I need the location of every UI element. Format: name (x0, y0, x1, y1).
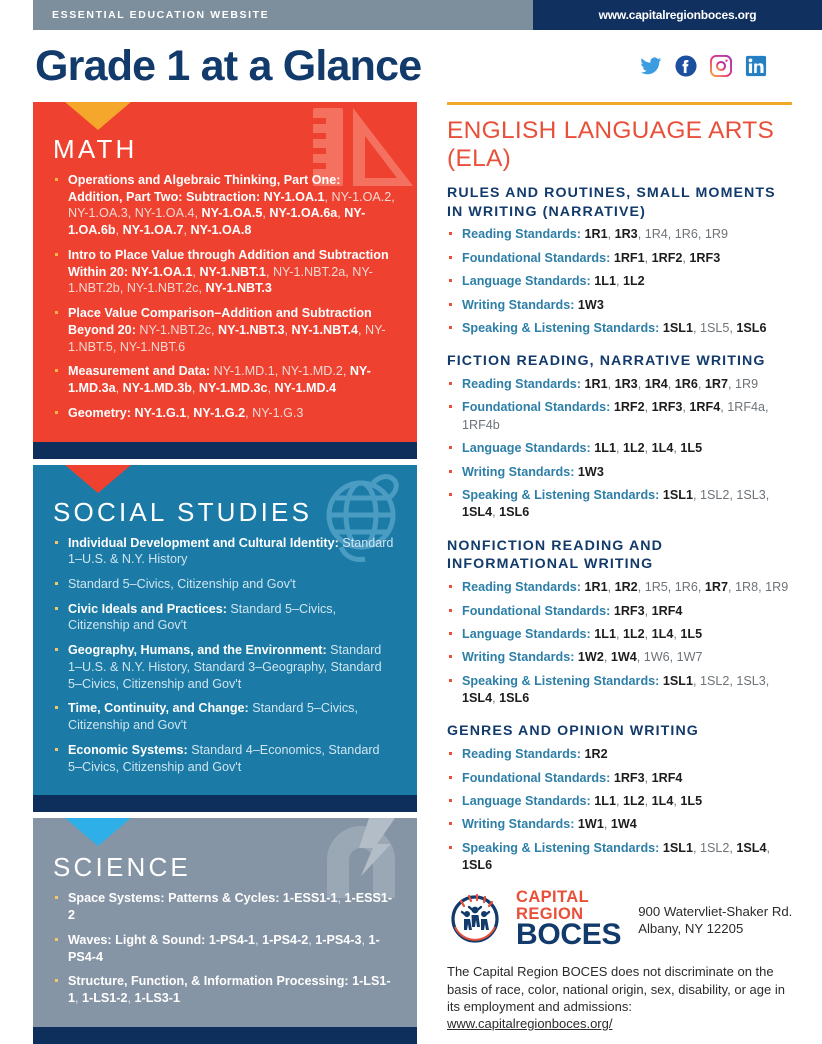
list-item: Language Standards: 1L1, 1L2, 1L4, 1L5 (447, 440, 792, 457)
divider-after-math (33, 442, 417, 459)
standard-code: NY-1.G.2 (193, 405, 246, 420)
standard-code: Standard 5–Civics, Citizenship and Gov't (68, 742, 380, 774)
page-title: Grade 1 at a Glance (35, 41, 422, 90)
standard-code: 1RF2 (613, 400, 645, 415)
standard-code: 1-PS4-2 (262, 932, 309, 947)
standard-code: 1L1 (594, 793, 616, 808)
standard-code: 1L2 (622, 441, 645, 456)
standard-code: 1SL6 (736, 320, 767, 335)
item-label: Reading Standards: (462, 747, 581, 762)
standard-code: 1R4 (644, 377, 668, 392)
standard-code: 1L2 (622, 793, 645, 808)
standard-code: NY-1.OA.1 (131, 264, 193, 279)
item-label: Geometry: (68, 405, 131, 420)
standard-code: NY-1.NBT.1 (199, 264, 266, 279)
standard-code: Standard 1–U.S. & N.Y. History (68, 643, 382, 674)
list-item (53, 576, 397, 593)
item-label: Foundational Standards: (462, 770, 611, 785)
standard-code: 1L4 (651, 626, 674, 641)
standard-code: NY-1.MD.3b (122, 381, 192, 396)
math-heading: MATH (53, 134, 138, 164)
science-heading: SCIENCE (53, 852, 191, 883)
list-item: Reading Standards: 1R1, 1R2, 1R5, 1R6, 1R7, 1R8, 1R9 (447, 579, 792, 596)
standard-code: 1R2 (614, 580, 638, 595)
ela-section-heading: NONFICTION READING AND INFORMATIONAL WRITING (447, 537, 663, 573)
list-item: Writing Standards: 1W1, 1W4 (447, 816, 792, 833)
standard-code: 1R9 (704, 227, 729, 242)
divider-after-social-studies (33, 795, 417, 812)
ela-section (447, 722, 792, 874)
standard-code: NY-1.NBT.2a (272, 264, 346, 279)
list-item: Language Standards: 1L1, 1L2, 1L4, 1L5 (447, 626, 792, 643)
twitter-icon[interactable] (640, 55, 662, 77)
standard-code: 1SL1 (662, 673, 693, 688)
item-label: Speaking & Listening Standards: (462, 840, 660, 855)
list-item: Reading Standards: 1R1, 1R3, 1R4, 1R6, 1R9 (447, 226, 792, 243)
standard-code: NY-1.NBT.2c (126, 281, 199, 296)
standard-code: Standard 5–Civics, Citizenship and Gov't (68, 601, 337, 633)
item-label: Reading Standards: (462, 377, 581, 392)
social-links (640, 55, 789, 77)
item-label: Space Systems: Patterns & Cycles: (68, 891, 280, 906)
item-label: Speaking & Listening Standards: (462, 487, 660, 502)
standard-code: 1SL4 (462, 505, 493, 520)
item-label: Operations and Algebraic Thinking, Part One: Addition, Part Two: Subtraction: (68, 173, 341, 204)
item-label: Economic Systems: (68, 742, 188, 757)
standard-code: 1R6 (674, 377, 698, 392)
item-label: Measurement and Data: (68, 364, 211, 379)
banner-website-url: www.capitalregionboces.org (598, 8, 757, 22)
item-label: Individual Development and Cultural Identity: (68, 535, 339, 550)
linkedin-icon[interactable] (745, 55, 767, 77)
list-item: Foundational Standards: 1RF1, 1RF2, 1RF3 (447, 250, 792, 267)
standard-code: 1W7 (676, 650, 703, 665)
list-item: Operations and Algebraic Thinking, Part One: Addition, Part Two: Subtraction: NY-1.OA.1, NY-1.OA.2, NY-1.OA.3, NY-1.OA.4, NY-1.OA.5, NY-1.OA.6a, NY-1.OA.6b, NY-1.OA.7, NY-1.OA.8 (53, 172, 397, 239)
right-column (439, 102, 792, 1044)
list-item: Speaking & Listening Standards: 1SL1, 1SL2, 1SL3, 1SL4, 1SL6 (447, 487, 792, 522)
standard-code: 1R7 (704, 580, 729, 595)
left-column (33, 102, 417, 1044)
standard-code: 1L5 (680, 626, 703, 641)
ela-top-rule (447, 102, 792, 105)
ela-section (447, 184, 792, 337)
list-item (447, 464, 792, 481)
ela-standards-list (447, 376, 792, 522)
instagram-icon[interactable] (710, 55, 732, 77)
address (634, 903, 792, 937)
list-item: Speaking & Listening Standards: 1SL1, 1SL2, 1SL4, 1SL6 (447, 840, 792, 875)
banner-right[interactable] (533, 0, 822, 30)
standard-code: NY-1.NBT.4 (291, 322, 359, 337)
ela-section (447, 352, 792, 521)
standard-code: 1R4 (644, 227, 668, 242)
standard-code: NY-1.OA.3 (68, 206, 128, 221)
standard-code: 1RF2 (651, 250, 683, 265)
standard-code: 1SL3 (736, 673, 766, 688)
standard-code: NY-1.MD.1 (213, 364, 275, 379)
standard-code: 1-LS3-1 (134, 991, 181, 1006)
standard-code: 1-ESS1-2 (68, 891, 393, 923)
logo-line-1: CAPITAL REGION (516, 888, 589, 923)
standard-code: 1-PS4-3 (315, 932, 362, 947)
standard-code: NY-1.NBT.2c (139, 322, 212, 337)
standard-code: 1W4 (610, 650, 637, 665)
top-banner (33, 0, 822, 30)
standard-code: 1R8 (735, 580, 759, 595)
standard-code: 1RF3 (651, 400, 683, 415)
standard-code: 1RF1 (613, 250, 645, 265)
list-item: Place Value Comparison–Addition and Subtraction Beyond 20: NY-1.NBT.2c, NY-1.NBT.3, NY-1.NBT.4, NY-1.NBT.5, NY-1.NBT.6 (53, 305, 397, 355)
standard-code: 1RF3 (689, 250, 721, 265)
list-item: Structure, Function, & Information Processing: 1-LS1-1, 1-LS1-2, 1-LS3-1 (53, 973, 397, 1006)
list-item: Language Standards: 1L1, 1L2 (447, 273, 792, 290)
standard-code: 1SL1 (662, 840, 693, 855)
standard-code: NY-1.OA.6a (269, 206, 338, 221)
standard-code: NY-1.OA.2 (331, 189, 392, 204)
standard-code: NY-1.NBT.5 (68, 322, 386, 354)
standard-code: NY-1.G.3 (252, 405, 304, 420)
standard-code: 1L2 (622, 274, 645, 289)
standard-code: 1R7 (704, 377, 729, 392)
standard-code: NY-1.MD.3c (198, 381, 268, 396)
standard-code: 1RF4b (462, 417, 500, 432)
standard-code: 1SL4 (736, 840, 767, 855)
subject-block-science (33, 818, 417, 1026)
item-label: Intro to Place Value through Addition and Subtraction Within 20: (68, 247, 389, 279)
standard-code: 1W1 (577, 817, 604, 832)
standard-code: 1W6 (643, 650, 670, 665)
standard-code: 1R6 (674, 580, 698, 595)
ela-section (447, 537, 792, 708)
standard-code: 1R9 (735, 377, 759, 392)
ela-title: ENGLISH LANGUAGE ARTS (ELA) (447, 117, 775, 172)
disclaimer-link[interactable]: www.capitalregionboces.org/ (447, 1015, 613, 1031)
item-label: Reading Standards: (462, 580, 581, 595)
item-label: Language Standards: (462, 626, 591, 641)
standard-code: NY-1.NBT.2b (68, 264, 373, 296)
standard-code: 1-PS4-1 (208, 932, 256, 947)
item-label: Language Standards: (462, 793, 591, 808)
logo-line-2: BOCES (516, 918, 622, 952)
standard-code: NY-1.OA.4 (134, 206, 195, 221)
item-label: Foundational Standards: (462, 250, 611, 265)
standard-code: 1R3 (614, 227, 638, 242)
list-item (447, 297, 792, 314)
standard-code: NY-1.NBT.3 (205, 281, 272, 296)
standard-code: 1SL6 (499, 505, 530, 520)
ela-section-heading: RULES AND ROUTINES, SMALL MOMENTS IN WRITING (NARRATIVE) (447, 185, 776, 220)
item-label: Waves: Light & Sound: (68, 932, 206, 947)
item-label: Writing Standards: (462, 464, 575, 479)
standard-code: 1SL2 (699, 673, 730, 688)
disclaimer (447, 963, 792, 1032)
ela-standards-list (447, 746, 792, 874)
standard-code: NY-1.OA.5 (201, 206, 263, 221)
standard-code: 1L1 (594, 626, 616, 641)
ela-section-heading: FICTION READING, NARRATIVE WRITING (447, 353, 766, 370)
standard-code: 1SL5 (699, 320, 730, 335)
standard-code: Standard 3–Geography (193, 659, 324, 674)
standard-code: 1W3 (577, 297, 604, 312)
subject-block-math (33, 102, 417, 442)
standard-code: 1-PS4-4 (68, 932, 380, 964)
list-item: Reading Standards: 1R1, 1R3, 1R4, 1R6, 1R7, 1R9 (447, 376, 792, 393)
list-item: Geography, Humans, and the Environment: Standard 1–U.S. & N.Y. History, Standard 3–Geography, Standard 5–Civics, Citizenship and Gov't (53, 642, 397, 692)
standard-code: 1RF3 (613, 603, 645, 618)
standard-code: 1R1 (584, 377, 608, 392)
standard-code: 1R1 (584, 580, 608, 595)
item-label: Place Value Comparison–Addition and Subtraction Beyond 20: (68, 306, 372, 337)
item-label: Geography, Humans, and the Environment: (68, 643, 327, 658)
standard-code: 1L1 (594, 274, 616, 289)
standard-code: 1RF4 (689, 400, 721, 415)
standard-code: 1SL3 (736, 487, 766, 502)
standard-code: NY-1.NBT.6 (119, 339, 186, 354)
list-item: Speaking & Listening Standards: 1SL1, 1SL2, 1SL3, 1SL4, 1SL6 (447, 673, 792, 708)
standard-code: NY-1.OA.6b (68, 206, 366, 238)
math-list (53, 172, 397, 422)
item-label: Time, Continuity, and Change: (68, 701, 249, 716)
standard-code: 1-LS1-1 (68, 974, 391, 1006)
list-item (53, 601, 397, 634)
divider-after-science (33, 1027, 417, 1044)
standard-code: 1SL6 (462, 858, 493, 873)
social-studies-heading: SOCIAL STUDIES (53, 496, 313, 527)
list-item: Geometry: NY-1.G.1, NY-1.G.2, NY-1.G.3 (53, 405, 397, 422)
standard-code: NY-1.OA.1 (263, 189, 325, 204)
standard-code: 1-LS1-2 (82, 991, 128, 1006)
standard-code: 1R5 (644, 580, 668, 595)
main-content (33, 102, 793, 1044)
item-label: Structure, Function, & Information Processing: (68, 974, 349, 989)
standard-code: 1RF4 (651, 603, 683, 618)
facebook-icon[interactable] (675, 55, 697, 77)
standard-code: Standard 5–Civics, Citizenship and Gov't (68, 577, 296, 592)
standard-code: 1L5 (680, 441, 703, 456)
standard-code: 1L2 (622, 626, 645, 641)
standard-code: 1L4 (651, 793, 674, 808)
subject-block-social-studies (33, 465, 417, 796)
item-label: Civic Ideals and Practices: (68, 601, 227, 616)
standard-code: NY-1.G.1 (134, 405, 187, 420)
footer (447, 889, 792, 1032)
standard-code: 1SL6 (499, 691, 530, 706)
boces-logo (447, 889, 792, 950)
list-item: Measurement and Data: NY-1.MD.1, NY-1.MD.2, NY-1.MD.3a, NY-1.MD.3b, NY-1.MD.3c, NY-1.MD.4 (53, 363, 397, 396)
list-item: Economic Systems: Standard 4–Economics, Standard 5–Civics, Citizenship and Gov't (53, 742, 397, 775)
list-item (53, 535, 397, 568)
list-item: Intro to Place Value through Addition and Subtraction Within 20: NY-1.OA.1, NY-1.NBT.1, NY-1.NBT.2a, NY-1.NBT.2b, NY-1.NBT.2c, NY-1.NBT.3 (53, 247, 397, 297)
social-studies-list (53, 535, 397, 776)
item-label: Speaking & Listening Standards: (462, 320, 660, 335)
standard-code: 1W4 (610, 817, 637, 832)
standard-code: 1SL4 (462, 691, 493, 706)
ela-section-heading: GENRES AND OPINION WRITING (447, 723, 699, 740)
standard-code: 1RF4 (651, 770, 683, 785)
standard-code: 1W3 (577, 464, 604, 479)
standard-code: NY-1.OA.8 (190, 223, 252, 238)
standard-code: 1W2 (577, 650, 604, 665)
list-item: Waves: Light & Sound: 1-PS4-1, 1-PS4-2, 1-PS4-3, 1-PS4-4 (53, 932, 397, 965)
item-label: Speaking & Listening Standards: (462, 673, 660, 688)
list-item: Foundational Standards: 1RF3, 1RF4 (447, 603, 792, 620)
item-label: Writing Standards: (462, 297, 575, 312)
standard-code: 1L5 (680, 793, 703, 808)
standard-code: NY-1.MD.4 (274, 381, 337, 396)
list-item: Writing Standards: 1W2, 1W4, 1W6, 1W7 (447, 649, 792, 666)
standard-code: 1RF3 (613, 770, 645, 785)
standard-code: 1R1 (584, 227, 608, 242)
standard-code: 1SL2 (699, 840, 730, 855)
ela-standards-list (447, 579, 792, 707)
standard-code: NY-1.OA.7 (122, 223, 184, 238)
standard-code: NY-1.NBT.3 (218, 322, 285, 337)
standard-code: NY-1.MD.2 (281, 364, 343, 379)
standard-code: 1SL1 (662, 487, 693, 502)
item-label: Reading Standards: (462, 227, 581, 242)
list-item: Language Standards: 1L1, 1L2, 1L4, 1L5 (447, 793, 792, 810)
standard-code: 1R2 (584, 747, 608, 762)
standard-code: 1-ESS1-1 (282, 891, 338, 906)
banner-left-text: ESSENTIAL EDUCATION WEBSITE (52, 9, 270, 21)
standard-code: Standard 1–U.S. & N.Y. History (68, 535, 394, 567)
list-item: Foundational Standards: 1RF2, 1RF3, 1RF4, 1RF4a, 1RF4b (447, 399, 792, 434)
address-line-2: Albany, NY 12205 (638, 920, 744, 936)
standard-code: 1SL2 (699, 487, 730, 502)
item-label: Foundational Standards: (462, 400, 611, 415)
standard-code: 1R3 (614, 377, 638, 392)
standard-code: 1RF4a (727, 400, 766, 415)
list-item (447, 746, 792, 763)
title-row (33, 30, 789, 102)
standard-code: 1SL1 (662, 320, 693, 335)
ela-standards-list (447, 226, 792, 337)
standard-code: 1L4 (651, 441, 674, 456)
standard-code: NY-1.MD.3a (68, 364, 371, 396)
list-item: Space Systems: Patterns & Cycles: 1-ESS1-1, 1-ESS1-2 (53, 890, 397, 923)
standard-code: Standard 4–Economics (191, 742, 322, 757)
ela-sections (447, 184, 792, 874)
banner-left (33, 0, 533, 30)
standard-code: Standard 5–Civics, Citizenship and Gov't (68, 701, 358, 733)
boces-logo-mark-icon (447, 889, 503, 950)
item-label: Foundational Standards: (462, 603, 611, 618)
address-line-1: 900 Watervliet-Shaker Rd. (638, 903, 793, 919)
standard-code: 1L1 (594, 441, 616, 456)
item-label: Language Standards: (462, 441, 591, 456)
boces-logo-wordmark (516, 889, 621, 950)
list-item: Speaking & Listening Standards: 1SL1, 1SL5, 1SL6 (447, 320, 792, 337)
list-item: Foundational Standards: 1RF3, 1RF4 (447, 770, 792, 787)
standard-code: 1R9 (765, 580, 789, 595)
standard-code: 1R6 (674, 227, 698, 242)
science-list (53, 890, 397, 1006)
item-label: Writing Standards: (462, 650, 575, 665)
disclaimer-text: The Capital Region BOCES does not discriminate on the basis of race, color, national origin, sex, disability, or age in its employment and admissions: (447, 964, 785, 1014)
item-label: Language Standards: (462, 274, 591, 289)
item-label: Writing Standards: (462, 817, 575, 832)
list-item (53, 700, 397, 733)
standard-code: Standard 5–Civics, Citizenship and Gov't (68, 659, 382, 691)
